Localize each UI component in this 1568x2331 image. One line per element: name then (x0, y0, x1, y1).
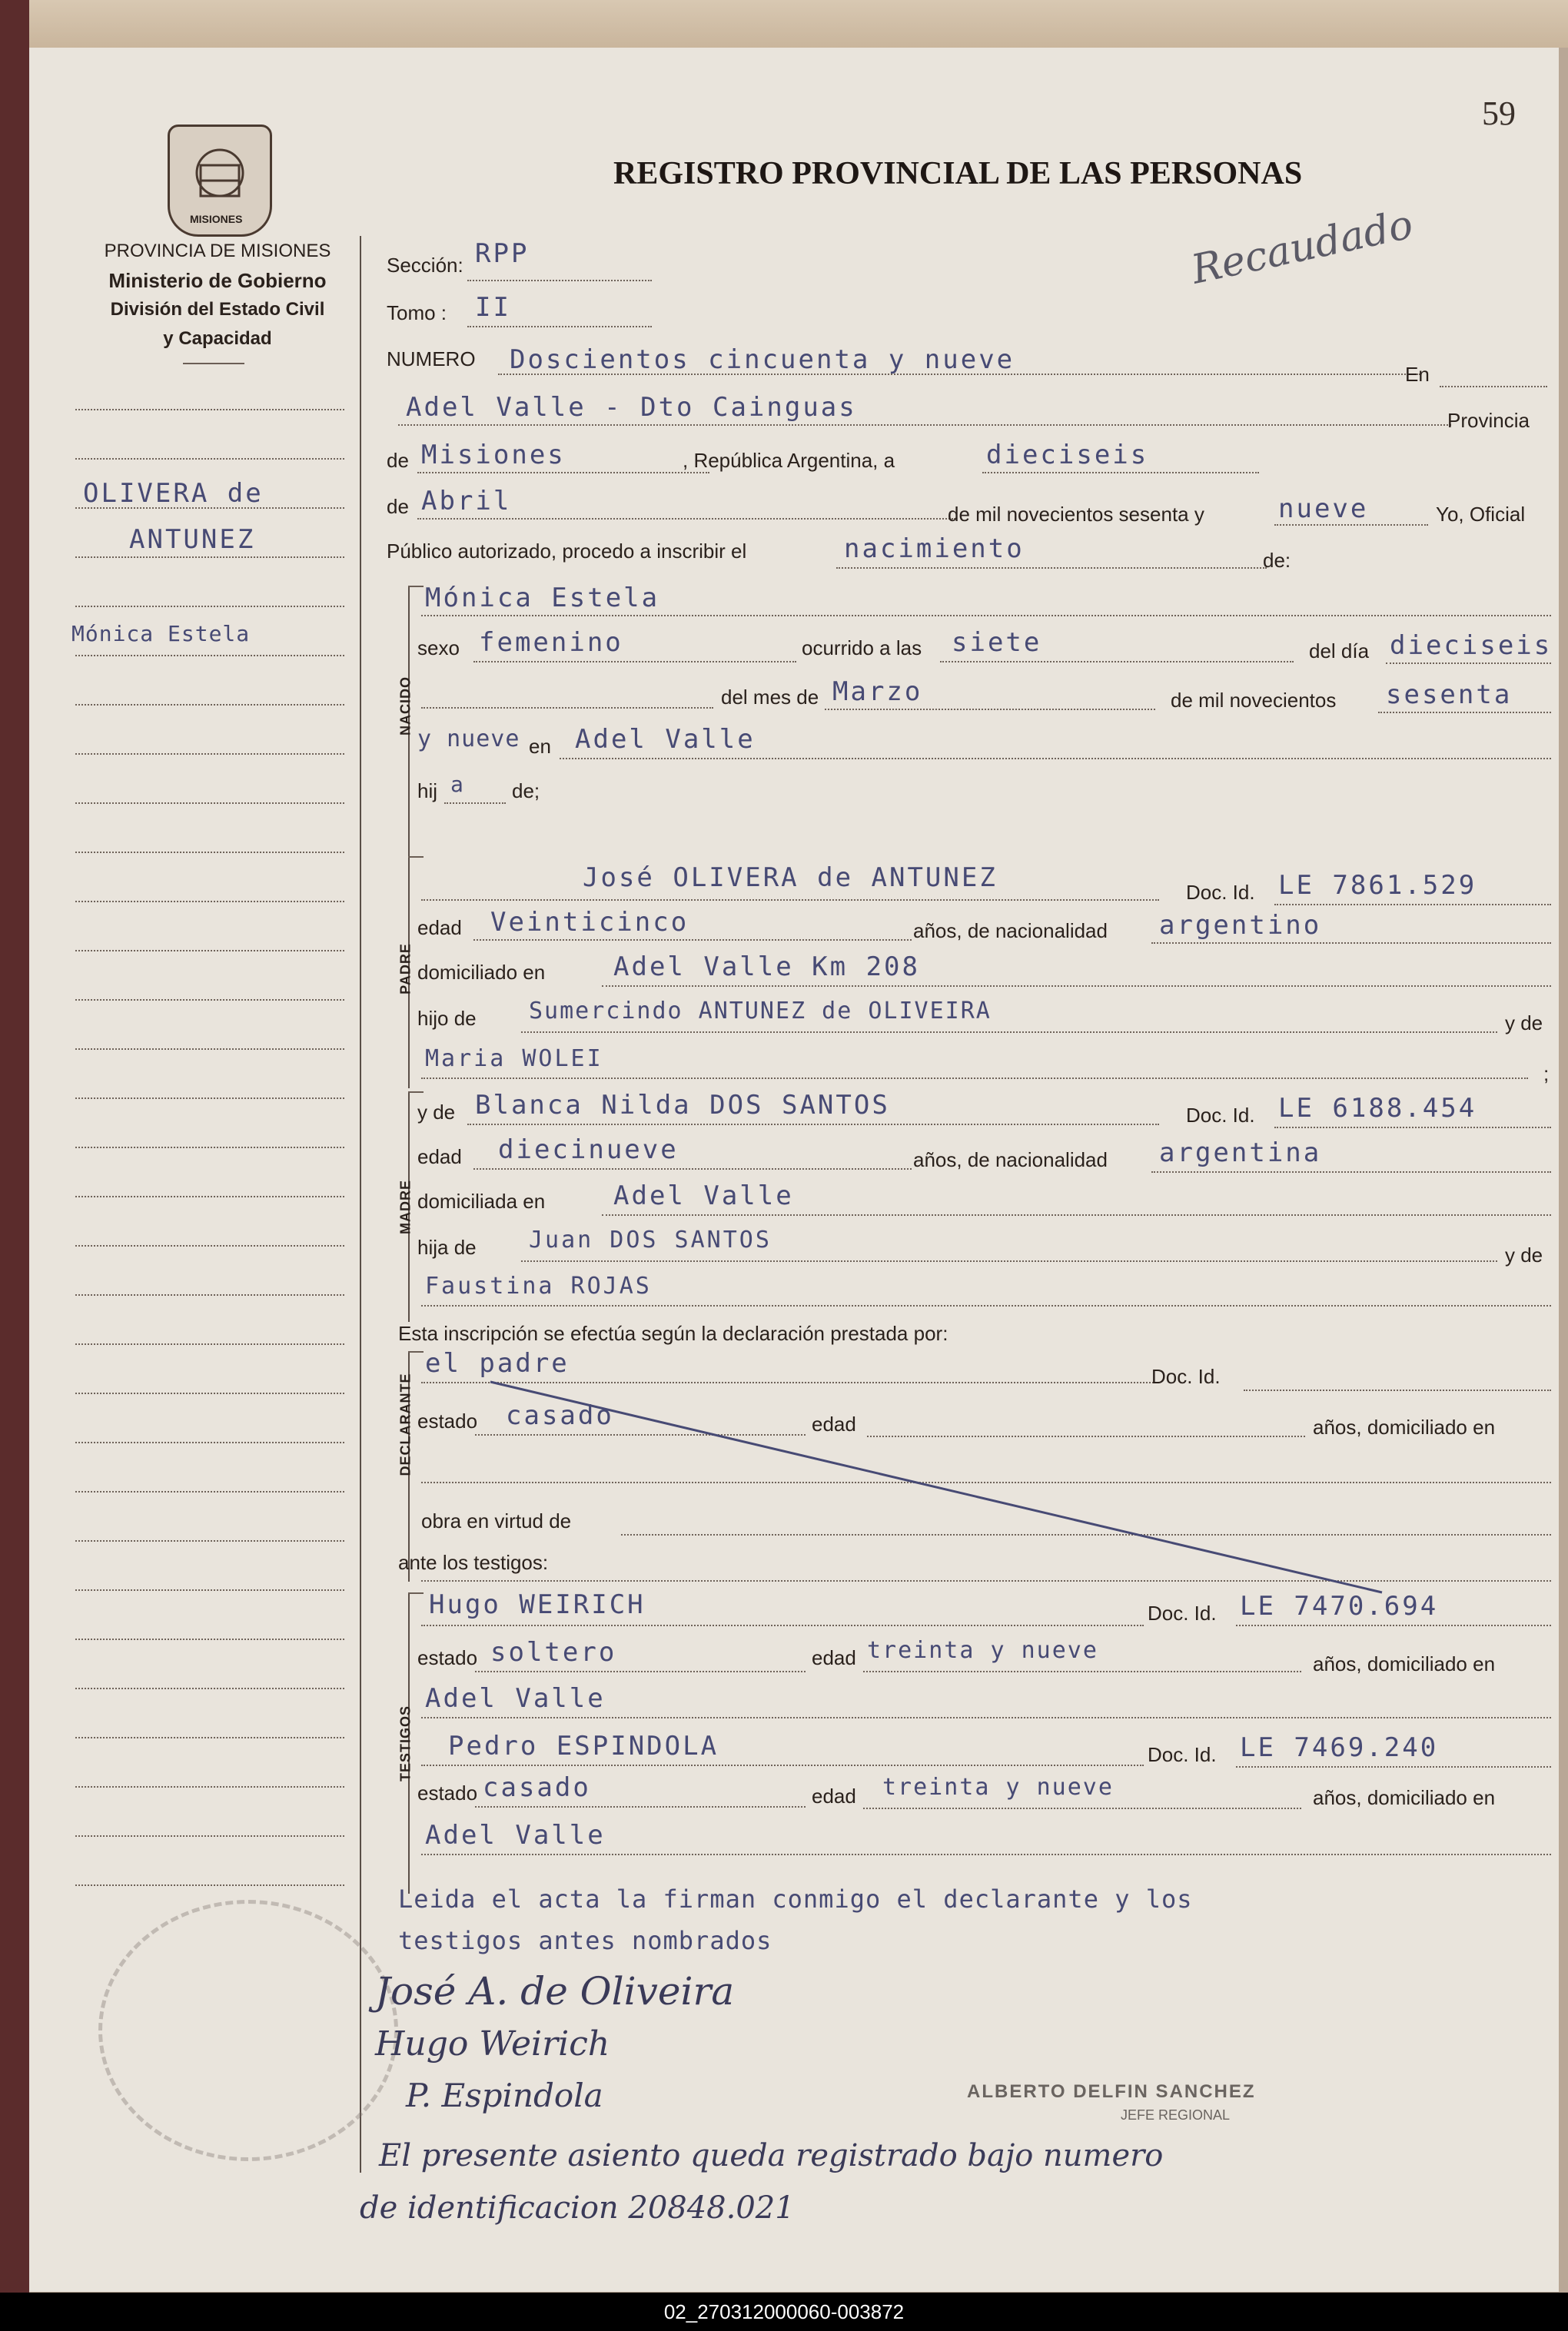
testigo2-estado-label: estado (417, 1781, 478, 1805)
testigo2-estado-line (475, 1806, 806, 1808)
seccion-label: Sección: (387, 254, 463, 277)
testigo1-estado-line (475, 1671, 806, 1672)
obra-label: obra en virtud de (421, 1509, 572, 1532)
document-title: REGISTRO PROVINCIAL DE LAS PERSONAS (613, 156, 1303, 191)
marginal-note-1: El presente asiento queda registrado bajo numero (379, 2138, 1164, 2173)
ocurrido-label: ocurrido a las (802, 636, 922, 659)
numero-value: Doscientos cincuenta y nueve (510, 344, 1015, 375)
office-province: PROVINCIA DE MISIONES (104, 241, 331, 261)
madre-nac-label: años, de nacionalidad (913, 1148, 1108, 1171)
image-id-footer: 02_270312000060-003872 (0, 2293, 1568, 2331)
nacido-dia-value: dieciseis (1390, 630, 1553, 661)
hora-value: siete (952, 627, 1042, 658)
testigo1-doc: LE 7470.694 (1240, 1591, 1439, 1622)
en-lugar-label: en (529, 735, 551, 758)
signature-declarante: José A. de Oliveira (375, 1969, 735, 2014)
margin-surname-2: ANTUNEZ (129, 524, 256, 555)
madre-hija-de: Juan DOS SANTOS (529, 1227, 772, 1253)
hij-suffix: a (450, 772, 466, 797)
testigo2-doc: LE 7469.240 (1240, 1732, 1439, 1763)
closing-line-1: Leida el acta la firman conmigo el declarante y los (398, 1884, 1193, 1914)
testigo2-domicilio: Adel Valle (425, 1820, 606, 1851)
padre-nac-label: años, de nacionalidad (913, 919, 1108, 942)
testigo2-nombre: Pedro ESPINDOLA (448, 1731, 719, 1762)
hij-label: hij (417, 779, 438, 802)
provincia-value: Misiones (421, 440, 566, 470)
de2-label: de (387, 495, 409, 518)
declarante-edad-label: edad (812, 1413, 856, 1436)
acto-value: nacimiento (844, 533, 1025, 564)
padre-y-de: Maria WOLEI (425, 1045, 603, 1072)
section-label-nacido: NACIDO (397, 676, 414, 735)
declarante-estado: casado (506, 1400, 614, 1431)
signature-testigo2: P. Espindola (406, 2077, 603, 2114)
padre-nacionalidad: argentino (1159, 910, 1322, 941)
padre-edad-label: edad (417, 916, 462, 939)
padre-nombre: José OLIVERA de ANTUNEZ (583, 862, 998, 893)
padre-doc-label: Doc. Id. (1186, 881, 1255, 904)
testigo1-anos-label: años, domiciliado en (1313, 1652, 1496, 1675)
testigo1-doc-line (1236, 1625, 1551, 1626)
testigo1-nombre-line (421, 1625, 1144, 1626)
padre-doc: LE 7861.529 (1278, 870, 1477, 901)
tomo-label: Tomo : (387, 301, 447, 324)
madre-dom-label: domiciliada en (417, 1190, 546, 1213)
official-stamp-circle (98, 1900, 398, 2161)
page-top-edge (29, 0, 1568, 48)
page-number: 59 (1482, 95, 1516, 132)
section-label-padre: PADRE (397, 943, 414, 994)
declarante-doc-label: Doc. Id. (1151, 1365, 1221, 1388)
testigo2-anos-label: años, domiciliado en (1313, 1786, 1496, 1809)
section-label-madre: MADRE (397, 1180, 414, 1234)
madre-doc-label: Doc. Id. (1186, 1104, 1255, 1127)
tomo-value: II (475, 292, 511, 323)
testigo2-edad: treinta y nueve (882, 1774, 1114, 1801)
declarante-nombre: el padre (425, 1348, 570, 1379)
testigo2-doc-label: Doc. Id. (1148, 1743, 1217, 1766)
madre-edad: diecinueve (498, 1134, 679, 1165)
madre-hija-label: hija de (417, 1236, 477, 1259)
del-mes-label: del mes de (721, 686, 819, 709)
padre-edad: Veinticinco (490, 907, 689, 938)
madre-nacionalidad: argentina (1159, 1137, 1322, 1168)
office-division-cont: y Capacidad (163, 328, 272, 349)
section-label-declarante: DECLARANTE (397, 1373, 414, 1476)
nacido-anio-cont: y nueve (417, 726, 520, 752)
padre-dom-label: domiciliado en (417, 961, 546, 984)
testigo1-edad: treinta y nueve (867, 1637, 1098, 1664)
madre-domicilio: Adel Valle (613, 1180, 794, 1211)
testigo1-dom-line (421, 1717, 1551, 1718)
marginal-note-2: de identificacion 20848.021 (360, 2190, 795, 2226)
fecha-mes-value: Abril (421, 486, 512, 516)
republica-label: , República Argentina, a (683, 449, 895, 472)
section-label-testigos: TESTIGOS (397, 1705, 414, 1782)
ante-testigos-label: ante los testigos: (398, 1551, 549, 1574)
testigo2-dom-line (421, 1854, 1551, 1855)
testigo2-doc-line (1236, 1766, 1551, 1768)
testigo1-edad-line (863, 1671, 1301, 1672)
lugar-value: Adel Valle - Dto Cainguas (406, 392, 857, 423)
declarante-estado-label: estado (417, 1410, 478, 1433)
book-binding-edge (0, 0, 29, 2331)
seccion-value: RPP (475, 238, 530, 269)
sexo-label: sexo (417, 636, 460, 659)
official-title-stamp: JEFE REGIONAL (1121, 2107, 1231, 2123)
de-semicolon-label: de; (512, 779, 540, 802)
testigo1-doc-label: Doc. Id. (1148, 1602, 1217, 1625)
payment-annotation: Recaudado (1187, 201, 1417, 294)
fecha-dia-value: dieciseis (986, 440, 1149, 470)
official-name-stamp: ALBERTO DELFIN SANCHEZ (967, 2081, 1256, 2102)
provincia-label: Provincia (1447, 409, 1530, 432)
nacido-lugar-value: Adel Valle (575, 724, 756, 755)
padre-domicilio: Adel Valle Km 208 (613, 951, 920, 982)
margin-given-names: Mónica Estela (71, 621, 251, 646)
madre-y-de-label: y de (417, 1101, 456, 1124)
del-dia-label: del día (1309, 639, 1370, 662)
padre-y-de-label: y de (1505, 1011, 1543, 1034)
publico-label: Público autorizado, procedo a inscribir el (387, 540, 747, 563)
en-label: En (1405, 363, 1430, 386)
testigo2-edad-line (863, 1808, 1301, 1809)
yo-oficial-label: Yo, Oficial (1436, 503, 1526, 526)
testigo1-estado: soltero (490, 1637, 617, 1668)
padre-hijo-label: hijo de (417, 1007, 477, 1030)
sexo-value: femenino (479, 627, 623, 658)
testigo1-estado-label: estado (417, 1646, 478, 1669)
padre-hijo-de: Sumercindo ANTUNEZ de OLIVEIRA (529, 998, 992, 1024)
margin-surname-1: OLIVERA de (83, 478, 264, 509)
testigo1-edad-label: edad (812, 1646, 856, 1669)
office-ministry: Ministerio de Gobierno (108, 269, 327, 292)
mil-novecientos-label: de mil novecientos (1171, 689, 1337, 712)
anio-value: nueve (1278, 493, 1369, 524)
de-label: de (387, 449, 409, 472)
seal-label: MISIONES (190, 213, 243, 225)
madre-edad-label: edad (417, 1145, 462, 1168)
testigo1-nombre: Hugo WEIRICH (429, 1589, 646, 1620)
madre-y-de2-label: y de (1505, 1244, 1543, 1267)
signature-testigo1: Hugo Weirich (375, 2024, 610, 2064)
declaracion-label: Esta inscripción se efectúa según la declaración prestada por: (398, 1322, 948, 1345)
testigo1-domicilio: Adel Valle (425, 1683, 606, 1714)
testigo2-nombre-line (421, 1765, 1144, 1766)
nacido-mes-value: Marzo (832, 676, 923, 707)
nacido-nombre: Mónica Estela (425, 583, 660, 613)
testigo2-edad-label: edad (812, 1785, 856, 1808)
testigo2-estado: casado (483, 1772, 591, 1803)
office-division: División del Estado Civil (110, 299, 325, 320)
mil-sesenta-label: de mil novecientos sesenta y (948, 503, 1204, 526)
nacido-anio-value: sesenta (1386, 679, 1513, 710)
madre-nombre: Blanca Nilda DOS SANTOS (475, 1090, 890, 1121)
de-colon-label: de: (1263, 549, 1291, 572)
closing-line-2: testigos antes nombrados (398, 1926, 772, 1955)
padre-semicolon: ; (1543, 1062, 1550, 1085)
testigos-bracket-top (408, 1592, 424, 1594)
declarante-anos-label: años, domiciliado en (1313, 1416, 1496, 1439)
madre-y-de: Faustina ROJAS (425, 1273, 652, 1300)
register-page (29, 48, 1559, 2292)
numero-label: NUMERO (387, 347, 476, 370)
madre-doc: LE 6188.454 (1278, 1093, 1477, 1124)
